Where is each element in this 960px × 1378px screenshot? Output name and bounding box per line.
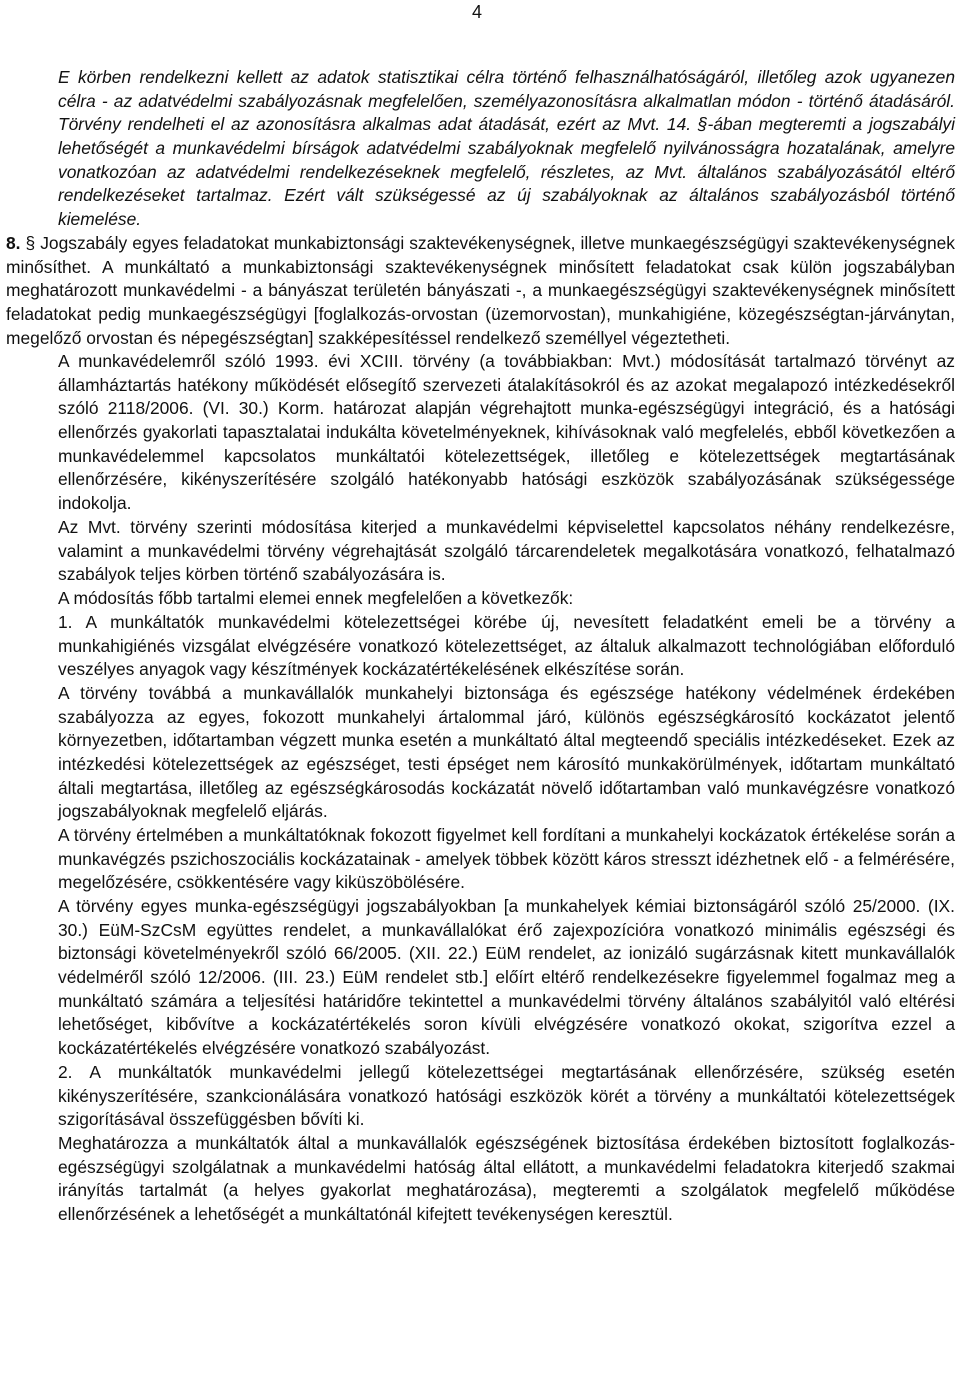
section-8-text: § Jogszabály egyes feladatokat munkabiztonsági szaktevékenységnek, illetve munkaegészségügyi szaktevékenységnek minősíthet. A munkáltató a munkabiztonsági szaktevékenységnek minősített feladatokat csak külön jogszabályban meghatározott munkavédelmi - a bányászat területén bányászati -, a munkaegészségügyi szaktevékenységnek minősített feladatokat pedig munkaegészségügyi [foglalkozás-orvostan (üzemorvostan), munkahigiéne, közegészségtan-járványtan, megelőző orvostan és népegészségtan] szakképesítéssel rendelkező személlyel végeztetheti. [6,233,955,348]
paragraph-mvt-amendment: A munkavédelemről szóló 1993. évi XCIII. törvény (a továbbiakban: Mvt.) módosítását tartalmazó törvényt az államháztartás hatékony működését elősegítő szervezeti átalakításokról és az azokat megalapozó intézkedésekről szóló 2118/2006. (VI. 30.) Korm. határozat alapján végrehajtott munka-egészségügyi integráció, és a hatósági ellenőrzés gyakorlati tapasztalatai indukálta követelményeknek, kihívásoknak való megfelelés, ebből következően a munkavédelemmel kapcsolatos munkáltatói kötelezettségek, illetőleg e kötelezettségek megtartásának ellenőrzésére, kikényszerítésére szolgáló hatékonyabb hatósági eszközök szabályozásának szükségessége indokolja. [58,351,955,513]
paragraph-item-2: 2. A munkáltatók munkavédelmi jellegű kötelezettségei megtartásának ellenőrzésére, szükség esetén kikényszerítésére, szankcionálására vonatkozó hatósági eszközök körét a törvény a munkáltatói kötelezettségek szigorításával összefüggésben bővíti ki. [58,1062,955,1130]
paragraph-statistics [58,66,955,232]
paragraph-health-service: Meghatározza a munkáltatók által a munkavállalók egészségének biztosítása érdekében biztosított foglalkozás-egészségügyi szolgálatnak a munkavédelmi hatóság által ellátott, a munkavédelmi feladatokra kiterjedő szakmai irányítás tartalmát (a helyes gyakorlat meghatározása), megteremti a szolgálatok megfelelő működése ellenőrzésének a lehetőségét a munkáltatónál kifejtett tevékenységen keresztül. [58,1133,955,1224]
section-number: 8. [6,233,21,253]
paragraph-main-elements: A módosítás főbb tartalmi elemei ennek megfelelően a következők: [58,588,574,608]
paragraph-statistics-part2: §-ában megteremti a jogszabályi lehetőségét a munkavédelmi bírságok adatvédelmi szabályoknak megfelelő nyilvánosságra hozatalának, amelyre vonatkozóan az adatvédelmi rendelkezéseknek megfelelő, részletes, az Mvt. általános szabályozásától eltérő rendelkezéseket tartalmaz. Ezért vált szükségessé az új szabályoknak az általános szabályozásból történő kiemelése. [58,114,955,229]
paragraph-section-8 [6,232,955,350]
paragraph-mvt-scope: Az Mvt. törvény szerinti módosítása kiterjed a munkavédelmi képviselettel kapcsolatos néhány rendelkezésre, valamint a munkavédelmi törvény végrehajtását szolgáló tárcarendeletek megalkotására vonatkozó, felhatalmazó szabályok teljes körben történő szabályozására is. [58,517,955,585]
paragraph-psychosocial: A törvény értelmében a munkáltatóknak fokozott figyelmet kell fordítani a munkahelyi kockázatok értékelése során a munkavégzés pszichoszociális kockázatainak - amelyek többek között káros stresszt idézhetnek elő - a felmérésére, megelőzésére, csökkentésére vagy kiküszöbölésére. [58,825,955,893]
paragraph-statistics-part1: E körben rendelkezni kellett az adatok statisztikai célra történő felhasználhatóságáról, illetőleg azok ugyanezen célra - az adatvédelmi szabályozásnak megfelelően, személyazonosításra alkalmatlan módon - történő átadásáról. Törvény rendelheti el az azonosításra alkalmas adat átadását, ezért az Mvt. 14. [58,67,955,135]
page-number: 4 [472,2,483,22]
paragraph-protection: A törvény továbbá a munkavállalók munkahelyi biztonsága és egészsége hatékony védelmének érdekében szabályozza az egyes, fokozott munkahelyi ártalommal járó, különös egészségkárosító kockázatot jelentő környezetben, időtartamban végzett munka esetén a munkáltató által megteendő speciális intézkedéseket. Ezek az intézkedési kötelezettségek az egészséget, testi épséget nem károsító munkakörülmények, időtartam munkáltató általi megtartása, illetőleg az egészségkárosodás kockázatát növelő időtartamban való munkavégzésre vonatkozó jogszabályoknak megfelelő eljárás. [58,683,955,822]
paragraph-item-1: 1. A munkáltatók munkavédelmi kötelezettségei körébe új, nevesített feladatként emeli be a törvény a munkahigiénés vizsgálat elvégzésére vonatkozó kötelezettséget, az általuk alkalmazott technológiában előforduló veszélyes anyagok vagy készítmények kockázatértékelésének elkészítése során. [58,612,955,680]
paragraph-regulations: A törvény egyes munka-egészségügyi jogszabályokban [a munkahelyek kémiai biztonságáról szóló 25/2000. (IX. 30.) EüM-SzCsM együttes rendelet, a munkavállalókat érő zajexpozícióra vonatkozó minimális egészségi és biztonsági követelményekről szóló 66/2005. (XII. 22.) EüM rendelet, az ionizáló sugárzásnak kitett munkavállalók védelméről szóló 12/2006. (III. 23.) EüM rendelet stb.] előírt eltérő rendelkezésekre figyelemmel fogalmaz meg a munkáltató számára a teljesítési határidőre tekintettel a munkavédelmi törvény általános szabályitól való eltérési lehetőséget, kibővítve a kockázatértékelés soron kívüli elvégzésére vonatkozó okokat, szigorítva ezzel a kockázatértékelés elvégzésére vonatkozó szabályozást. [58,896,955,1058]
